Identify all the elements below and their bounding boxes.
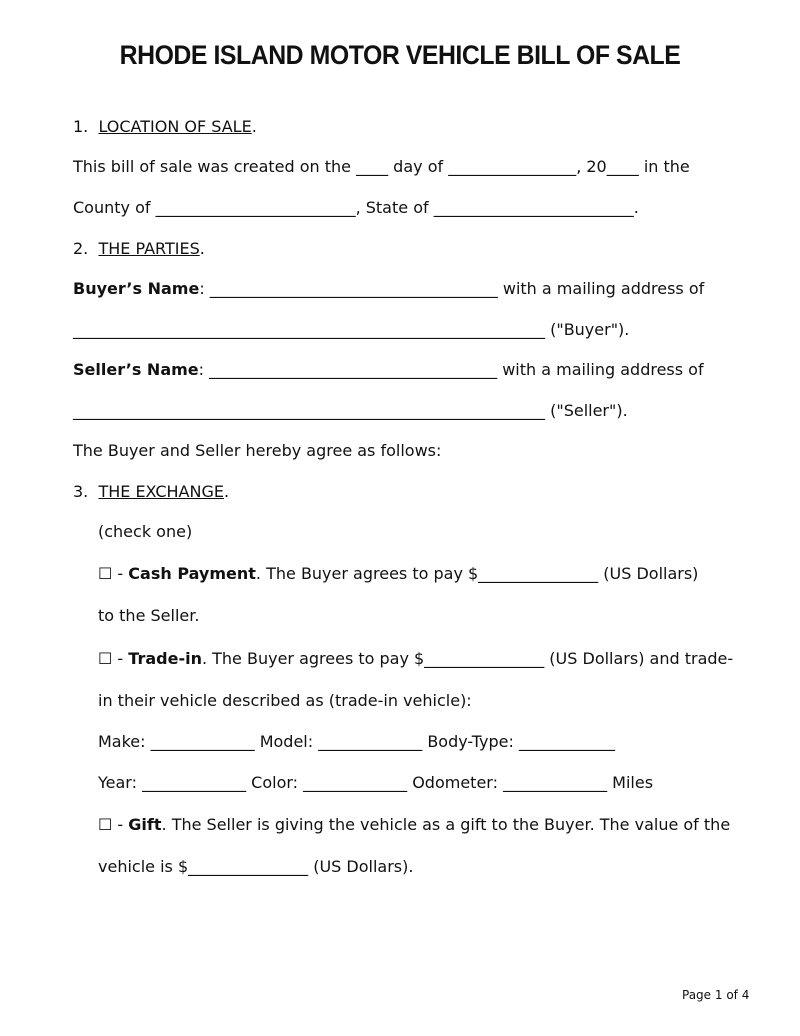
trade-in-line2: in their vehicle described as (trade-in vehicle): bbox=[98, 691, 472, 710]
section-title: THE EXCHANGE bbox=[98, 482, 224, 501]
page-number: Page 1 of 4 bbox=[682, 988, 750, 1002]
seller-name-line bbox=[73, 360, 704, 380]
cash-payment-option bbox=[98, 564, 698, 584]
cash-payment-label: Cash Payment bbox=[128, 564, 256, 583]
cash-payment-text: . The Buyer agrees to pay $_______________ (US Dollars) bbox=[255, 564, 699, 583]
seller-address-line: ___________________________________________________________ ("Seller"). bbox=[73, 401, 628, 420]
checkbox-icon[interactable]: ☐ - bbox=[98, 649, 129, 668]
seller-name-label: Seller’s Name bbox=[73, 360, 199, 379]
section-parties-heading bbox=[73, 239, 205, 259]
check-one-note: (check one) bbox=[98, 522, 193, 541]
buyer-name-label: Buyer’s Name bbox=[73, 279, 200, 298]
section-exchange-heading bbox=[73, 482, 229, 502]
gift-line2: vehicle is $_______________ (US Dollars). bbox=[98, 857, 414, 876]
section-title: LOCATION OF SALE bbox=[98, 117, 252, 136]
section-number: 3. bbox=[73, 482, 89, 501]
document-title: RHODE ISLAND MOTOR VEHICLE BILL OF SALE bbox=[119, 40, 681, 70]
section-location-heading bbox=[73, 117, 257, 137]
checkbox-icon[interactable]: ☐ - bbox=[98, 815, 129, 834]
gift-text: . The Seller is giving the vehicle as a gift to the Buyer. The value of the bbox=[161, 815, 731, 834]
section-number: 2. bbox=[73, 239, 89, 258]
buyer-name-line bbox=[73, 279, 704, 299]
trade-in-text: . The Buyer agrees to pay $_______________ (US Dollars) and trade- bbox=[201, 649, 734, 668]
gift-option bbox=[98, 815, 730, 835]
gift-label: Gift bbox=[128, 815, 162, 834]
buyer-name-blank: : ____________________________________ with a mailing address of bbox=[199, 279, 705, 298]
trade-in-option bbox=[98, 649, 733, 669]
section-title-period: . bbox=[251, 117, 257, 136]
trade-in-make-model-line: Make: _____________ Model: _____________ Body-Type: ____________ bbox=[98, 732, 615, 751]
seller-name-blank: : ____________________________________ with a mailing address of bbox=[198, 360, 704, 379]
location-county-line: County of _________________________, State of _________________________. bbox=[73, 198, 639, 217]
buyer-address-line: ___________________________________________________________ ("Buyer"). bbox=[73, 320, 630, 339]
section-number: 1. bbox=[73, 117, 89, 136]
trade-in-year-color-line: Year: _____________ Color: _____________ Odometer: _____________ Miles bbox=[98, 773, 654, 792]
section-title-period: . bbox=[223, 482, 230, 501]
checkbox-icon[interactable]: ☐ - bbox=[98, 564, 129, 583]
agreement-statement: The Buyer and Seller hereby agree as follows: bbox=[73, 441, 442, 460]
section-title-period: . bbox=[199, 239, 205, 258]
trade-in-label: Trade-in bbox=[128, 649, 202, 668]
location-date-line: This bill of sale was created on the ____ day of ________________, 20____ in the bbox=[73, 157, 690, 176]
cash-payment-line2: to the Seller. bbox=[98, 606, 200, 625]
section-title: THE PARTIES bbox=[98, 239, 200, 258]
